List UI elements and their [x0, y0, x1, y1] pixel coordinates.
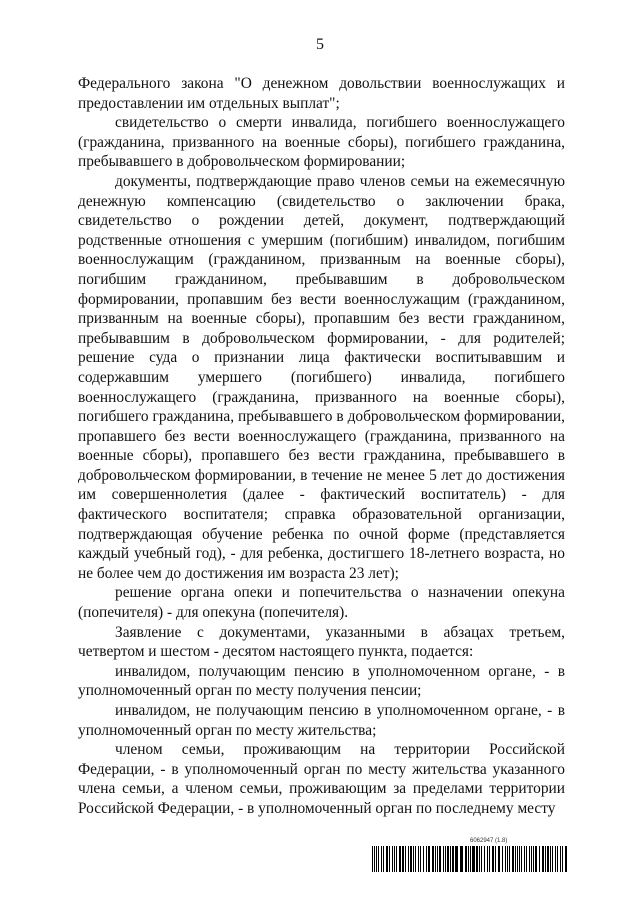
barcode-bar: [399, 846, 401, 872]
barcode-bar: [562, 846, 563, 872]
barcode-bar: [557, 846, 558, 872]
barcode-bar: [484, 846, 485, 872]
barcode-bar: [402, 846, 404, 872]
barcode-bar: [432, 846, 434, 872]
barcode-bar: [526, 846, 527, 872]
paragraph: решение органа опеки и попечительства о назначении опекуна (попечителя) - для опекуна (попечителя).: [78, 584, 565, 622]
barcode-bar: [447, 846, 449, 872]
barcode-bar: [426, 846, 427, 872]
barcode-bar: [560, 846, 561, 872]
barcode-bar: [465, 846, 467, 872]
barcode-bar: [535, 846, 537, 872]
barcode-bar: [376, 846, 377, 872]
barcode-bar: [507, 846, 508, 872]
paragraph: Федерального закона "О денежном довольствии военнослужащих и предоставлении им отдельных выплат";: [78, 75, 565, 112]
barcode-bar: [450, 846, 451, 872]
barcode-bar: [413, 846, 414, 872]
barcode-bar: [392, 846, 393, 872]
barcode-bar: [505, 846, 506, 872]
barcode-bar: [455, 846, 458, 872]
barcode-bar: [555, 846, 556, 872]
barcode-bar: [389, 846, 390, 872]
barcode-bar: [476, 846, 478, 872]
barcode-bar: [394, 846, 395, 872]
barcode-bar: [531, 846, 532, 872]
barcode-bar: [435, 846, 436, 872]
barcode-bar: [533, 846, 534, 872]
barcode-bar: [410, 846, 412, 872]
barcode-bar: [502, 846, 503, 872]
barcode-bar: [374, 846, 375, 872]
barcode-bar: [495, 846, 496, 872]
barcode-bar: [547, 846, 549, 872]
barcode-bar: [405, 846, 406, 872]
barcode-bar: [386, 846, 388, 872]
barcode-bar: [428, 846, 430, 872]
barcode-bar: [468, 846, 469, 872]
barcode-bar: [372, 846, 373, 872]
barcode-bar: [517, 846, 518, 872]
barcode-bar: [470, 846, 471, 872]
barcode-bar: [408, 846, 409, 872]
barcode-bar: [529, 846, 530, 872]
barcode-bar: [492, 846, 494, 872]
barcode-bar: [512, 846, 514, 872]
barcode-bar: [381, 846, 382, 872]
barcode-bar: [415, 846, 416, 872]
barcode-bar: [542, 846, 544, 872]
barcode-bar: [460, 846, 463, 872]
barcode-icon: [372, 846, 568, 872]
barcode-bar: [552, 846, 553, 872]
barcode-bar: [539, 846, 540, 872]
barcode-bar: [487, 846, 488, 872]
barcode-bar: [545, 846, 546, 872]
barcode-bar: [396, 846, 397, 872]
barcode-bar: [519, 846, 520, 872]
barcode-bar: [452, 846, 454, 872]
document-body: [78, 74, 565, 819]
barcode-bar: [420, 846, 421, 872]
barcode-bar: [437, 846, 438, 872]
paragraph: членом семьи, проживающим на территории Российской Федерации, - в уполномоченный орган по месту жительства указанного члена семьи, а членом семьи, проживающим за пределами территории Российской Федерации, - в уполномоченный орган по последнему месту: [78, 741, 565, 817]
barcode-bar: [515, 846, 516, 872]
barcode-bar: [445, 846, 446, 872]
barcode-bar: [439, 846, 441, 872]
barcode-bar: [479, 846, 480, 872]
barcode-bar: [423, 846, 424, 872]
barcode-bar: [383, 846, 384, 872]
paragraph: документы, подтверждающие право членов семьи на ежемесячную денежную компенсацию (свидетельство о заключении брака, свидетельство о рождении детей, документ, подтверждающий родственные отношения с умершим (погибшим) инвалидом, погибшим военнослужащим (гражданином, призванным на военные сборы), погибшим гражданином, пребывавшим в добровольческом формировании, пропавшим без вести военнослужащим (гражданином, призванным на военные сборы), пропавшим без вести гражданином, пребывавшим в добровольческом формировании, - для родителей; решение суда о признании лица фактически воспитывавшим и содержавшим умершего (погибшего) инвалида, погибшего военнослужащего (гражданина, призванного на военные сборы), погибшего гражданина, пребывавшего в добровольческом формировании, пропавшего без вести военнослужащего (гражданина, призванного на военные сборы), пропавшего без вести гражданина, пребывавшего в добровольческом формировании, в течение не менее 5 лет до достижения им совершеннолетия (далее - фактический воспитатель) - для фактического воспитателя; справка образовательной организации, подтверждающая обучение ребенка по очной форме (представляется каждый учебный год), - для ребенка, достигшего 18-летнего возраста, но не более чем до достижения им возраста 23 лет);: [78, 172, 565, 582]
barcode-bar: [472, 846, 475, 872]
barcode-bar: [498, 846, 500, 872]
paragraph: инвалидом, получающим пенсию в уполномоченном органе, - в уполномоченный орган по месту получения пенсии;: [78, 662, 565, 700]
barcode-bar: [565, 846, 567, 872]
barcode-bar: [509, 846, 510, 872]
paragraph: Заявление с документами, указанными в абзацах третьем, четвертом и шестом - десятом настоящего пункта, подается:: [78, 623, 565, 661]
barcode-bar: [524, 846, 525, 872]
barcode-bar: [481, 846, 482, 872]
paragraph: свидетельство о смерти инвалида, погибшего военнослужащего (гражданина, призванного на военные сборы), погибшего гражданина, пребывавшего в добровольческом формировании;: [78, 114, 565, 171]
page-number: 5: [316, 36, 324, 53]
barcode-bar: [550, 846, 551, 872]
document-code: 6062947 (1.8): [470, 838, 508, 844]
paragraph: инвалидом, не получающим пенсию в уполномоченном органе, - в уполномоченный орган по месту жительства;: [78, 702, 565, 739]
barcode-bar: [521, 846, 522, 872]
barcode-bar: [418, 846, 419, 872]
barcode-bar: [443, 846, 444, 872]
barcode-bar: [378, 846, 379, 872]
barcode-bar: [489, 846, 490, 872]
